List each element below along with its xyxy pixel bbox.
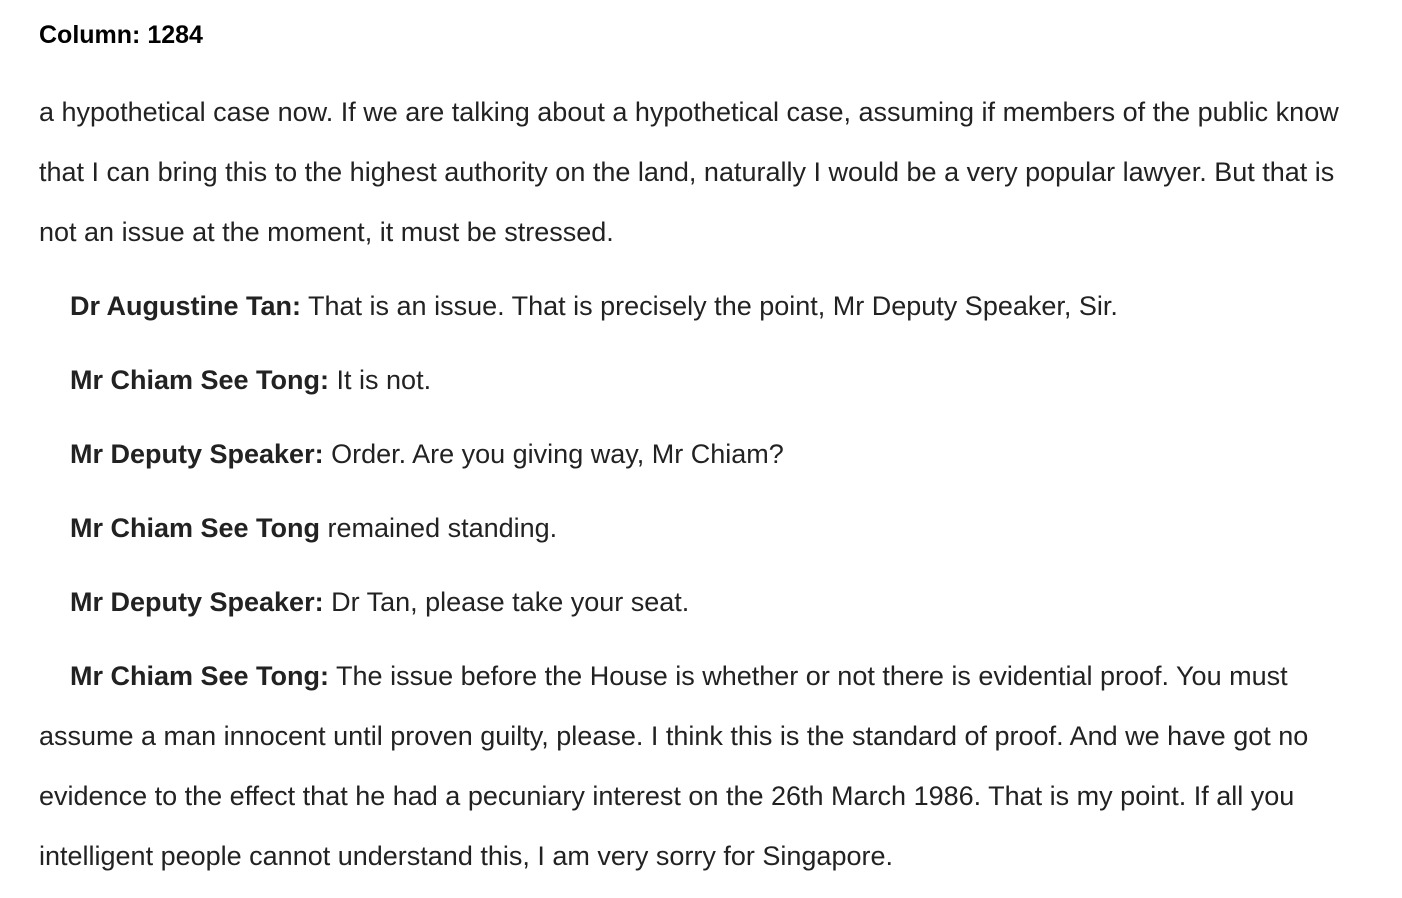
- speech-text: Order. Are you giving way, Mr Chiam?: [323, 439, 784, 469]
- speaker-name: Dr Augustine Tan:: [70, 291, 301, 321]
- speech-paragraph: [39, 350, 1362, 410]
- speaker-name: Mr Deputy Speaker:: [70, 439, 324, 469]
- speech-text: Dr Tan, please take your seat.: [323, 587, 690, 617]
- speech-text: It is not.: [329, 365, 432, 395]
- speaker-name: Mr Chiam See Tong:: [70, 365, 330, 395]
- speaker-name: Mr Chiam See Tong:: [70, 661, 330, 691]
- speech-paragraph: [39, 646, 1362, 886]
- speech-text: The issue before the House is whether or not there is evidential proof. You must assume a man innocent until proven guilty, please. I think this is the standard of proof. And we have got no evidence to the effect that he had a pecuniary interest on the 26th March 1986. That is my point. If all you intelligent people cannot understand this, I am very sorry for Singapore.: [39, 661, 1309, 871]
- speaker-name: Mr Chiam See Tong: [70, 513, 321, 543]
- speech-text: remained standing.: [320, 513, 558, 543]
- speech-paragraph: [39, 572, 1362, 632]
- speech-paragraph: [39, 498, 1362, 558]
- continuation-paragraph: [39, 82, 1362, 262]
- column-number-heading: Column: 1284: [39, 21, 203, 49]
- speaker-name: Mr Deputy Speaker:: [70, 587, 324, 617]
- speech-paragraph: [39, 276, 1362, 336]
- speech-paragraph: [39, 424, 1362, 484]
- paragraph-text: a hypothetical case now. If we are talking about a hypothetical case, assuming if members of the public know that I can bring this to the highest authority on the land, naturally I would be a very popular lawyer. But that is not an issue at the moment, it must be stressed.: [39, 97, 1339, 247]
- speech-text: That is an issue. That is precisely the point, Mr Deputy Speaker, Sir.: [301, 291, 1118, 321]
